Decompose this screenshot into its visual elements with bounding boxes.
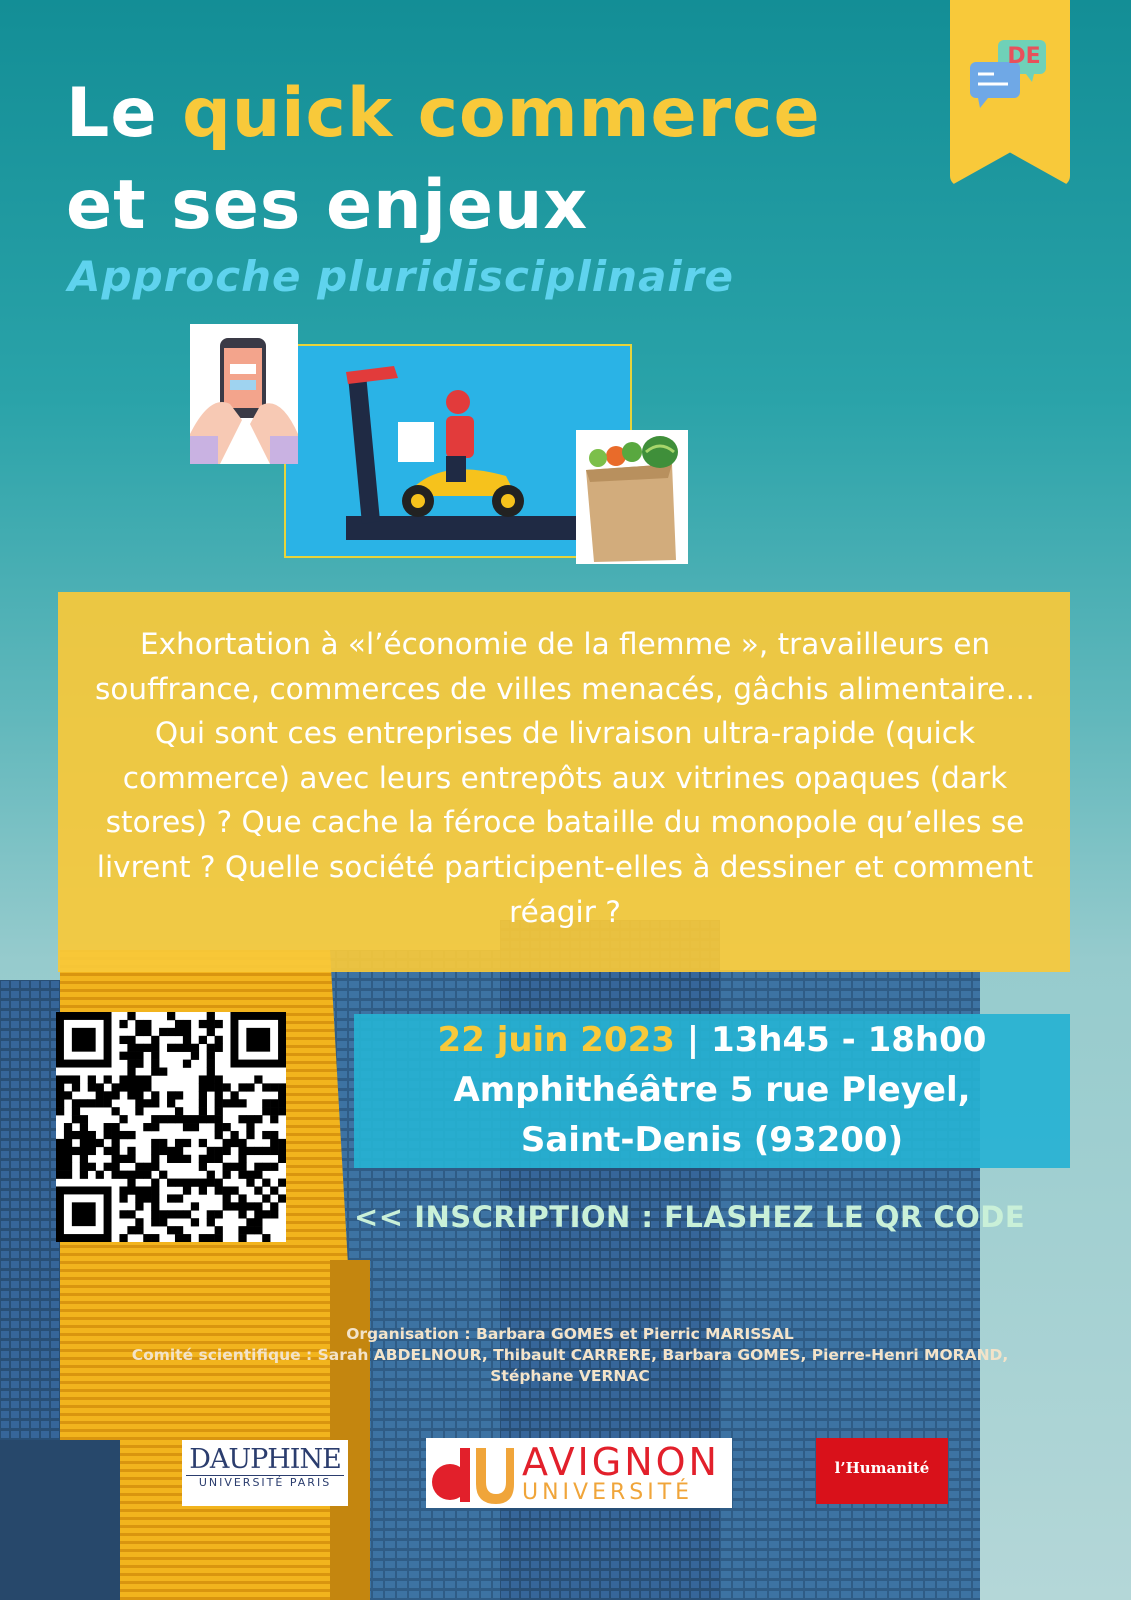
avignon-logo (426, 1438, 732, 1508)
phone-app-illustration (190, 324, 298, 464)
avignon-logo-main: AVIGNON (522, 1440, 720, 1484)
description-text: Exhortation à «l’économie de la flemme », travailleurs en souffrance, commerces de villes menacés, gâchis alimentaire… Qui sont ces entreprises de livraison ultra-rapide (quick commerce) avec leurs entrepôts aux vitrines opaques (dark stores) ? Que cache la féroce bataille du monopole qu’elles se livrent ? Quelle société participent-elles à dessiner et comment réagir ? (95, 627, 1035, 929)
page-title (66, 68, 946, 252)
dauphine-logo-main: DAUPHINE (189, 1444, 341, 1475)
credits (100, 1324, 1040, 1387)
title-line2: et ses enjeux (66, 166, 589, 245)
dauphine-logo (182, 1440, 348, 1506)
avignon-logo-sub: UNIVERSITÉ (522, 1480, 694, 1505)
qr-code-pattern (56, 1012, 286, 1242)
event-place-line2: Saint-Denis (93200) (520, 1120, 904, 1160)
event-separator: | (674, 1020, 711, 1060)
avignon-au-icon (428, 1442, 514, 1504)
event-date: 22 juin 2023 (437, 1020, 675, 1060)
dauphine-logo-sub: UNIVERSITÉ PARIS (186, 1475, 344, 1489)
event-time: 13h45 - 18h00 (710, 1020, 987, 1060)
grocery-bag-icon (576, 430, 688, 564)
event-place-line1: Amphithéâtre 5 rue Pleyel, (453, 1070, 971, 1110)
qr-code[interactable] (56, 1012, 286, 1242)
comite-credit: Comité scientifique : Sarah ABDELNOUR, Thibault CARRERE, Barbara GOMES, Pierre-Henri MORAND, Stéphane VERNAC (131, 1346, 1009, 1385)
event-date-time (354, 1020, 1070, 1060)
grocery-bag-illustration (576, 430, 688, 564)
title-le: Le (66, 74, 158, 153)
inscription-cta: << INSCRIPTION : FLASHEZ LE QR CODE (354, 1200, 1026, 1234)
ribbon-badge-text: DE (1007, 44, 1041, 69)
smartphone-icon (190, 324, 298, 464)
title-accent: quick commerce (182, 74, 821, 153)
humanite-logo-text: l’Humanité (834, 1459, 930, 1477)
organisation-credit: Organisation : Barbara GOMES et Pierric MARISSAL (346, 1325, 794, 1343)
page-subtitle: Approche pluridisciplinaire (68, 252, 735, 301)
